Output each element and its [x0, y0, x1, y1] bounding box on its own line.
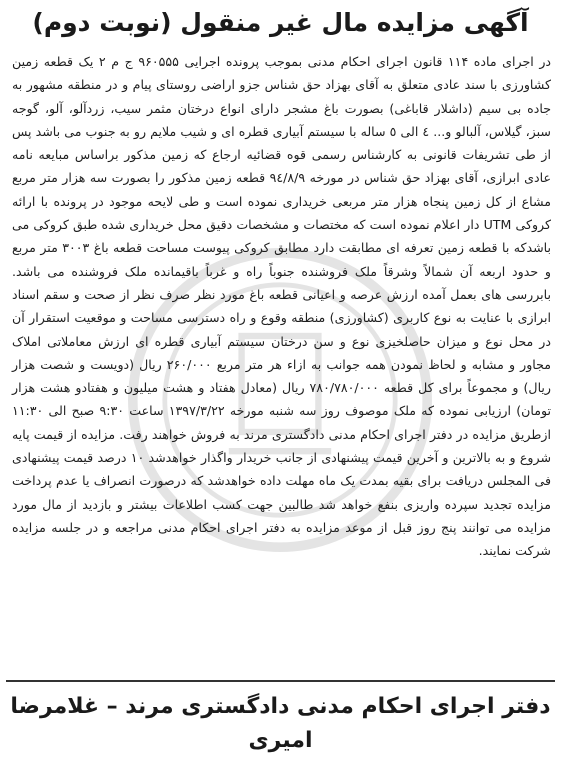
notice-title: آگهی مزایده مال غیر منقول (نوبت دوم)	[32, 8, 529, 37]
notice-body-text: در اجرای ماده ۱۱۴ قانون اجرای احکام مدنی بموجب پرونده اجرایی ۹۶۰۵۵۵ ج م ۲ یک قطعه زمین کشاورزی با سند عادی متعلق به آقای بهزاد حق شناس جزو اراضی روستای پیام و در منطقه مشهور به جاده بی سیم (داشلار قاباغی) بصورت باغ مشجر دارای انواع درختان مثمر سیب، زردآلو، آلو، گوجه سبز، گیلاس، آلبالو و... ٤ الی ٥ ساله با سیستم آبیاری قطره ای و شیب ملایم رو به جنوب می باشد پس از طی تشریفات قانونی به کارشناس رسمی قوه قضائیه ارجاع که زمین مذکور براساس مبایعه نامه عادی ابرازی، آقای بهزاد حق شناس در مورخه ۹٤/۸/۹ قطعه زمین مذکور را بصورت سه هزار متر مربع مشاع از کل زمین پنجاه هزار متر مربعی خریداری نموده است و طی لایحه موجود در پرونده با ارائه کروکی UTM دار اعلام نموده است که مختصات و مشخصات دقیق محل خریداری شده طبق کروکی می باشدکه با قطعه زمین تعرفه ای مطابقت دارد مطابق کروکی پیوست مساحت قطعه باغ ۳۰۰۳ متر مربع و حدود اربعه آن شمالاً وشرقاً ملک فروشنده جنوباً راه و غرباً باقیمانده ملک فروشنده می باشد. بابررسی های بعمل آمده ارزش عرصه و اعیانی قطعه باغ مورد نظر صرف نظر از صحت و سقم اسناد ابرازی با عنایت به نوع کاربری (کشاورزی) منطقه وقوع و راه دسترسی مساحت و موقعیت استقرار آن در محل نوع و میزان حاصلخیزی نوع و سن درختان سیستم آبیاری قطره ای ارزش معاملاتی املاک مجاور و مشابه و لحاظ نمودن همه جوانب به ازاء هر متر مربع ۲۶۰/۰۰۰ ریال (دویست و شصت هزار ریال) و مجموعاً برای کل قطعه ۷۸۰/۷۸۰/۰۰۰ ریال (معادل هفتاد و هشت میلیون و هفتادو هشت هزار تومان) ارزیابی نموده که ملک موصوف روز سه شنبه مورخه ۱۳۹۷/۳/۲۲ ساعت ۹:۳۰ صبح الی ۱۱:۳۰ ازطریق مزایده در دفتر اجرای احکام مدنی دادگستری مرند به فروش خواهند رفت. مزایده از قیمت پایه شروع و به بالاترین و آخرین قیمت پیشنهادی از جانب خریدار واگذار خواهدشد ۱۰ درصد قیمت پیشنهادی فی المجلس دریافت برای بقیه بمدت یک ماه مهلت داده خواهدشد که درصورت انصراف یا عدم پرداخت مزایده تجدید سپرده واریزی بنفع خواهد شد طالبین جهت کسب اطلاعات بیشتر و بازدید از مال مورد مزایده می توانند پنج روز قبل از موعد مزایده به دفتر اجرای احکام مدنی مراجعه و در جلسه مزایده شرکت نمایند.	[12, 54, 552, 559]
notice-signature: دفتر اجرای احکام مدنی دادگستری مرند – غلامرضا امیری	[10, 694, 551, 753]
divider	[6, 680, 555, 682]
notice-body	[12, 50, 551, 563]
